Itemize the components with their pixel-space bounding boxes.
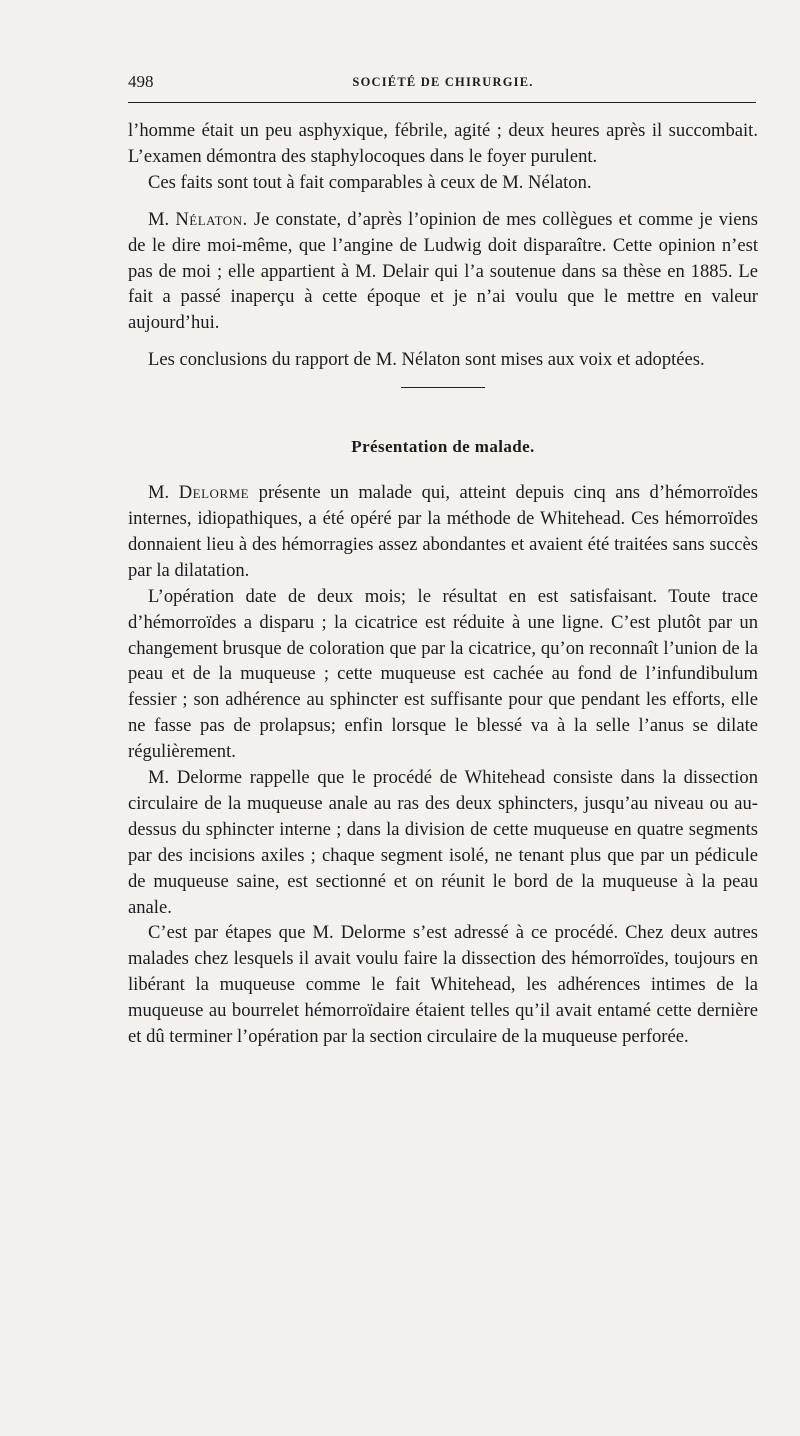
speaker-name: Nélaton. [175, 208, 248, 230]
header-rule [128, 102, 756, 103]
page-number: 498 [128, 72, 154, 91]
paragraph-operation-result: L’opération date de deux mois; le résultat en est satisfaisant. Toute trace d’hémorroïdes a disparu ; la cicatrice est réduite à une ligne. C’est plutôt par un changement brusque de coloration que par la cicatrice, qu’on reconnaît l’union de la peau et de la muqueuse ; cette muqueuse est cachée au fond de l’infundibulum fessier ; son adhérence au sphincter est suffisante pour que pendant les efforts, elle ne fasse pas de prolapsus; enfin lorsque le blessé va à la selle l’anus se dilate régulièrement. [128, 585, 758, 763]
speaker-prefix: M. [148, 482, 179, 504]
paragraph-other-patients: C’est par étapes que M. Delorme s’est adressé à ce procédé. Chez deux autres malades chez lesquels il avait voulu faire la dissection des hémorroïdes, toujours en libérant la muqueuse comme le fait Whitehead, les adhérences intimes de la muqueuse au bourrelet hémorroïdaire étaient telles qu’il avait entamé cette dernière et dû terminer l’opération par la section circulaire de la muqueuse perforée. [128, 922, 758, 1048]
speaker-name: Delorme [178, 482, 250, 504]
speaker-prefix: M. [148, 208, 176, 230]
paragraph-whitehead-procedure: M. Delorme rappelle que le procédé de Whitehead consiste dans la dissection circulaire de la muqueuse anale au ras des deux sphincters, jusqu’au niveau ou au-dessus du sphincter interne ; dans la division de cette muqueuse en quatre segments par des incisions axiles ; chaque segment isolé, ne tenant plus que par un pédicule de muqueuse saine, est sectionné et on réunit le bord de la muqueuse à la peau anale. [128, 767, 758, 918]
paragraph-comparison: Ces faits sont tout à fait comparables à ceux de M. Nélaton. [148, 171, 592, 193]
running-head [128, 72, 758, 96]
paragraph-text: Je constate, d’après l’opinion de mes collègues et comme je viens de le dire moi-même, que l’angine de Ludwig doit disparaître. Cette opinion n’est pas de moi ; elle appartient à M. Delair qui l’a soutenue dans sa thèse en 1885. Le fait a passé inaperçu à cette époque et je n’ai voulu que le mettre en valeur aujourd’hui. [128, 208, 758, 334]
paragraph-delorme-presentation [128, 480, 758, 584]
journal-title: SOCIÉTÉ DE CHIRURGIE. [352, 75, 534, 89]
section-heading: Présentation de malade. [351, 437, 535, 457]
body-text [128, 118, 758, 1050]
section-separator [401, 387, 485, 388]
paragraph-continuation: l’homme était un peu asphyxique, fébrile, agité ; deux heures après il succombait. L’examen démontra des staphylocoques dans le foyer purulent. [128, 120, 758, 167]
paragraph-conclusions: Les conclusions du rapport de M. Nélaton sont mises aux voix et adoptées. [148, 349, 705, 371]
paragraph-text: présente un malade qui, atteint depuis cinq ans d’hémorroïdes internes, idiopathiques, a été opéré par la méthode de Whitehead. Ces hémorroïdes donnaient lieu à des hémorragies assez abondantes et avaient été traitées sans succès par la dilatation. [128, 482, 758, 581]
paragraph-nelaton-remarks [128, 207, 758, 337]
